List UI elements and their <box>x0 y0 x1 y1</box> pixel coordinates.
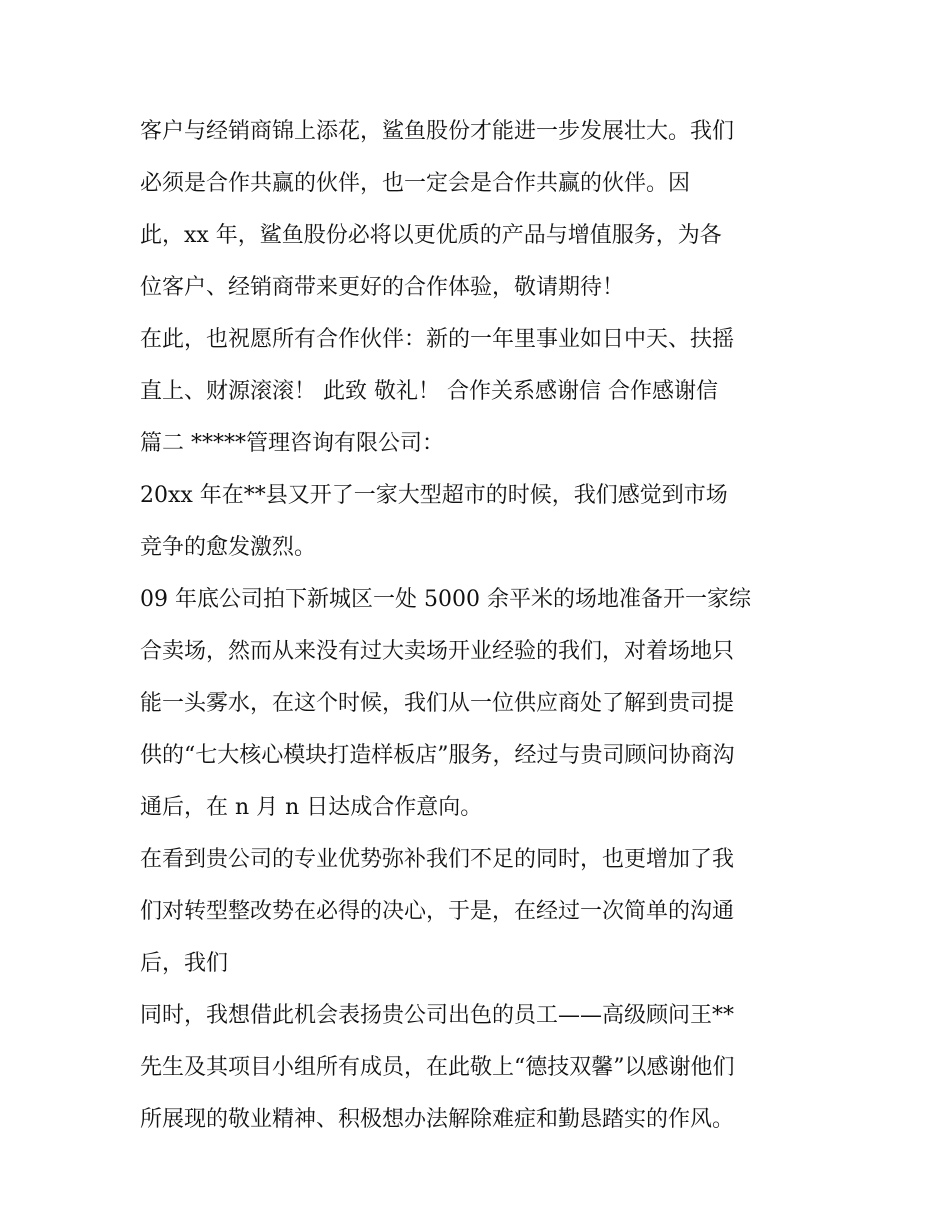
text-line: 供的“七大核心模块打造样板店”服务，经过与贵司顾问协商沟 <box>140 743 735 768</box>
text-line: 竞争的愈发激烈。 <box>140 535 317 560</box>
text-line: 直上、财源滚滚！ 此致 敬礼！ 合作关系感谢信 合作感谢信 <box>140 379 718 404</box>
text-line: 们对转型整改势在必得的决心，于是，在经过一次简单的沟通 <box>140 899 735 924</box>
text-line: 同时，我想借此机会表扬贵公司出色的员工——高级顾问王** <box>140 1003 735 1028</box>
text-line: 能一头雾水，在这个时候，我们从一位供应商处了解到贵司提 <box>140 691 735 716</box>
text-line: 客户与经销商锦上添花，鲨鱼股份才能进一步发展壮大。我们 <box>140 119 735 144</box>
text-line: 篇二 *****管理咨询有限公司： <box>140 431 444 456</box>
text-line: 在此，也祝愿所有合作伙伴：新的一年里事业如日中天、扶摇 <box>140 327 735 352</box>
text-line: 20xx 年在**县又开了一家大型超市的时候，我们感觉到市场 <box>140 483 728 508</box>
text-line: 此，xx 年，鲨鱼股份必将以更优质的产品与增值服务，为各 <box>140 223 722 248</box>
text-line: 后，我们 <box>140 951 229 976</box>
text-line: 通后，在 n 月 n 日达成合作意向。 <box>140 795 483 820</box>
text-line: 09 年底公司拍下新城区一处 5000 余平米的场地准备开一家综 <box>140 587 751 612</box>
text-line: 合卖场，然而从来没有过大卖场开业经验的我们，对着场地只 <box>140 639 735 664</box>
letter-body <box>140 106 830 1146</box>
text-line: 位客户、经销商带来更好的合作体验，敬请期待！ <box>140 275 625 300</box>
text-line: 在看到贵公司的专业优势弥补我们不足的同时，也更增加了我 <box>140 847 735 872</box>
text-line: 先生及其项目小组所有成员，在此敬上“德技双馨”以感谢他们 <box>140 1055 735 1080</box>
text-line: 所展现的敬业精神、积极想办法解除难症和勤恳踏实的作风。 <box>140 1107 735 1132</box>
text-line: 必须是合作共赢的伙伴，也一定会是合作共赢的伙伴。因 <box>140 171 691 196</box>
